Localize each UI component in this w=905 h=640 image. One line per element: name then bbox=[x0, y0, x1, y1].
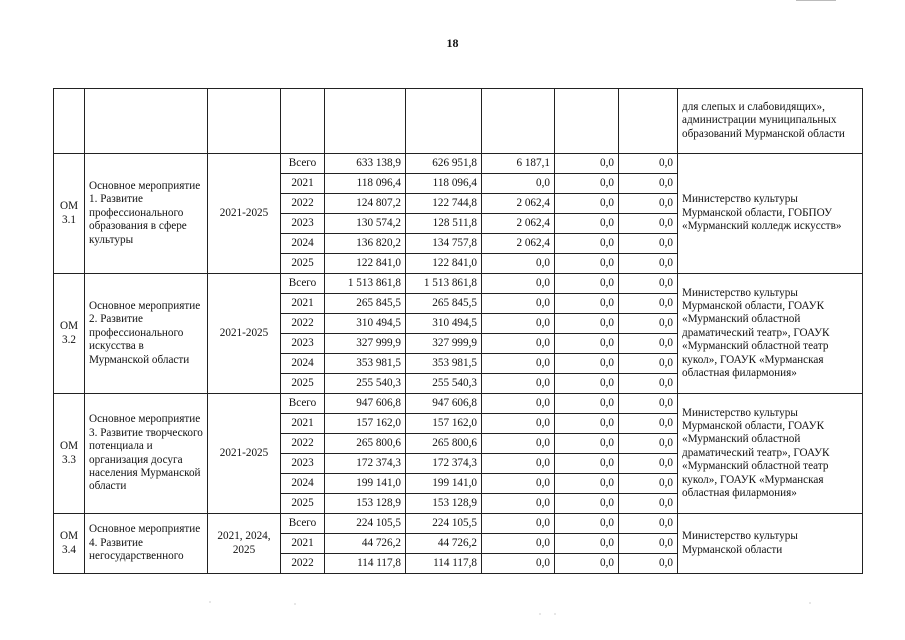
period-label: 2024 bbox=[281, 234, 325, 254]
period-label: 2021 bbox=[281, 534, 325, 554]
total-value: 265 800,6 bbox=[325, 434, 406, 454]
federal-budget-value: 0,0 bbox=[482, 514, 555, 534]
federal-budget-value: 0,0 bbox=[482, 394, 555, 414]
other-sources-value: 0,0 bbox=[619, 214, 678, 234]
empty-cell bbox=[482, 89, 555, 154]
regional-budget-value: 255 540,3 bbox=[406, 374, 482, 394]
total-value: 124 807,2 bbox=[325, 194, 406, 214]
total-value: 353 981,5 bbox=[325, 354, 406, 374]
total-value: 199 141,0 bbox=[325, 474, 406, 494]
regional-budget-value: 134 757,8 bbox=[406, 234, 482, 254]
period-label: 2022 bbox=[281, 434, 325, 454]
total-value: 122 841,0 bbox=[325, 254, 406, 274]
total-value: 157 162,0 bbox=[325, 414, 406, 434]
empty-cell bbox=[85, 89, 208, 154]
page-number: 18 bbox=[446, 36, 459, 50]
federal-budget-value: 0,0 bbox=[482, 314, 555, 334]
regional-budget-value: 310 494,5 bbox=[406, 314, 482, 334]
regional-budget-value: 157 162,0 bbox=[406, 414, 482, 434]
other-sources-value: 0,0 bbox=[619, 434, 678, 454]
empty-cell bbox=[281, 89, 325, 154]
period-label: 2021 bbox=[281, 414, 325, 434]
empty-cell bbox=[54, 89, 85, 154]
continued-executors-cell: для слепых и слабовидящих», администрации муниципальных образований Мурманской области bbox=[678, 89, 863, 154]
other-sources-value: 0,0 bbox=[619, 534, 678, 554]
local-budget-value: 0,0 bbox=[555, 554, 619, 574]
local-budget-value: 0,0 bbox=[555, 494, 619, 514]
local-budget-value: 0,0 bbox=[555, 274, 619, 294]
local-budget-value: 0,0 bbox=[555, 454, 619, 474]
local-budget-value: 0,0 bbox=[555, 174, 619, 194]
regional-budget-value: 199 141,0 bbox=[406, 474, 482, 494]
activity-years: 2021, 2024, 2025 bbox=[208, 514, 281, 574]
program-activities-table bbox=[53, 88, 863, 574]
federal-budget-value: 0,0 bbox=[482, 334, 555, 354]
period-label: 2022 bbox=[281, 194, 325, 214]
local-budget-value: 0,0 bbox=[555, 334, 619, 354]
table-row bbox=[54, 274, 863, 294]
period-label: Всего bbox=[281, 274, 325, 294]
activity-code: ОМ 3.3 bbox=[54, 394, 85, 514]
local-budget-value: 0,0 bbox=[555, 354, 619, 374]
continued-row bbox=[54, 89, 863, 154]
local-budget-value: 0,0 bbox=[555, 294, 619, 314]
regional-budget-value: 122 744,8 bbox=[406, 194, 482, 214]
period-label: 2024 bbox=[281, 354, 325, 374]
total-value: 44 726,2 bbox=[325, 534, 406, 554]
total-value: 1 513 861,8 bbox=[325, 274, 406, 294]
period-label: 2021 bbox=[281, 174, 325, 194]
local-budget-value: 0,0 bbox=[555, 234, 619, 254]
regional-budget-value: 265 800,6 bbox=[406, 434, 482, 454]
regional-budget-value: 626 951,8 bbox=[406, 154, 482, 174]
federal-budget-value: 2 062,4 bbox=[482, 194, 555, 214]
empty-cell bbox=[325, 89, 406, 154]
scan-speck bbox=[294, 603, 295, 604]
total-value: 310 494,5 bbox=[325, 314, 406, 334]
other-sources-value: 0,0 bbox=[619, 354, 678, 374]
period-label: 2025 bbox=[281, 494, 325, 514]
executors-cell: Министерство культуры Мурманской области, ГОАУК «Мурманский областной драматический театр», ГОАУК «Мурманский областной театр кукол», ГОАУК «Мурманская областная филармония» bbox=[678, 274, 863, 394]
local-budget-value: 0,0 bbox=[555, 514, 619, 534]
regional-budget-value: 327 999,9 bbox=[406, 334, 482, 354]
period-label: Всего bbox=[281, 514, 325, 534]
scan-edge-mark bbox=[796, 0, 836, 1]
local-budget-value: 0,0 bbox=[555, 414, 619, 434]
other-sources-value: 0,0 bbox=[619, 494, 678, 514]
regional-budget-value: 353 981,5 bbox=[406, 354, 482, 374]
total-value: 172 374,3 bbox=[325, 454, 406, 474]
other-sources-value: 0,0 bbox=[619, 254, 678, 274]
federal-budget-value: 0,0 bbox=[482, 474, 555, 494]
empty-cell bbox=[406, 89, 482, 154]
regional-budget-value: 122 841,0 bbox=[406, 254, 482, 274]
scan-speck bbox=[539, 613, 540, 614]
federal-budget-value: 0,0 bbox=[482, 534, 555, 554]
period-label: 2025 bbox=[281, 254, 325, 274]
local-budget-value: 0,0 bbox=[555, 154, 619, 174]
scan-speck bbox=[809, 602, 810, 603]
total-value: 327 999,9 bbox=[325, 334, 406, 354]
scan-speck bbox=[554, 613, 555, 614]
period-label: 2024 bbox=[281, 474, 325, 494]
regional-budget-value: 172 374,3 bbox=[406, 454, 482, 474]
regional-budget-value: 118 096,4 bbox=[406, 174, 482, 194]
total-value: 114 117,8 bbox=[325, 554, 406, 574]
total-value: 633 138,9 bbox=[325, 154, 406, 174]
federal-budget-value: 0,0 bbox=[482, 374, 555, 394]
federal-budget-value: 0,0 bbox=[482, 254, 555, 274]
federal-budget-value: 6 187,1 bbox=[482, 154, 555, 174]
federal-budget-value: 2 062,4 bbox=[482, 214, 555, 234]
table-row bbox=[54, 154, 863, 174]
total-value: 224 105,5 bbox=[325, 514, 406, 534]
federal-budget-value: 0,0 bbox=[482, 354, 555, 374]
local-budget-value: 0,0 bbox=[555, 194, 619, 214]
federal-budget-value: 0,0 bbox=[482, 274, 555, 294]
other-sources-value: 0,0 bbox=[619, 554, 678, 574]
local-budget-value: 0,0 bbox=[555, 474, 619, 494]
other-sources-value: 0,0 bbox=[619, 334, 678, 354]
federal-budget-value: 0,0 bbox=[482, 294, 555, 314]
period-label: Всего bbox=[281, 394, 325, 414]
regional-budget-value: 1 513 861,8 bbox=[406, 274, 482, 294]
other-sources-value: 0,0 bbox=[619, 174, 678, 194]
activity-name: Основное мероприятие 4. Развитие негосударственного bbox=[85, 514, 208, 574]
federal-budget-value: 0,0 bbox=[482, 414, 555, 434]
period-label: 2025 bbox=[281, 374, 325, 394]
other-sources-value: 0,0 bbox=[619, 474, 678, 494]
other-sources-value: 0,0 bbox=[619, 414, 678, 434]
scan-speck bbox=[209, 601, 210, 602]
other-sources-value: 0,0 bbox=[619, 314, 678, 334]
other-sources-value: 0,0 bbox=[619, 454, 678, 474]
total-value: 255 540,3 bbox=[325, 374, 406, 394]
regional-budget-value: 128 511,8 bbox=[406, 214, 482, 234]
period-label: 2022 bbox=[281, 314, 325, 334]
total-value: 265 845,5 bbox=[325, 294, 406, 314]
table-row bbox=[54, 514, 863, 534]
activity-code: ОМ 3.2 bbox=[54, 274, 85, 394]
empty-cell bbox=[555, 89, 619, 154]
executors-cell: Министерство культуры Мурманской области, ГОАУК «Мурманский областной драматический театр», ГОАУК «Мурманский областной театр кукол», ГОАУК «Мурманская областная филармония» bbox=[678, 394, 863, 514]
period-label: Всего bbox=[281, 154, 325, 174]
total-value: 947 606,8 bbox=[325, 394, 406, 414]
total-value: 130 574,2 bbox=[325, 214, 406, 234]
regional-budget-value: 114 117,8 bbox=[406, 554, 482, 574]
scan-noise bbox=[200, 600, 840, 620]
federal-budget-value: 0,0 bbox=[482, 454, 555, 474]
regional-budget-value: 265 845,5 bbox=[406, 294, 482, 314]
local-budget-value: 0,0 bbox=[555, 394, 619, 414]
federal-budget-value: 0,0 bbox=[482, 434, 555, 454]
activity-code: ОМ 3.4 bbox=[54, 514, 85, 574]
activity-years: 2021-2025 bbox=[208, 394, 281, 514]
regional-budget-value: 44 726,2 bbox=[406, 534, 482, 554]
other-sources-value: 0,0 bbox=[619, 394, 678, 414]
period-label: 2022 bbox=[281, 554, 325, 574]
regional-budget-value: 947 606,8 bbox=[406, 394, 482, 414]
other-sources-value: 0,0 bbox=[619, 154, 678, 174]
total-value: 136 820,2 bbox=[325, 234, 406, 254]
local-budget-value: 0,0 bbox=[555, 534, 619, 554]
federal-budget-value: 0,0 bbox=[482, 174, 555, 194]
activity-code: ОМ 3.1 bbox=[54, 154, 85, 274]
regional-budget-value: 153 128,9 bbox=[406, 494, 482, 514]
period-label: 2023 bbox=[281, 454, 325, 474]
local-budget-value: 0,0 bbox=[555, 214, 619, 234]
other-sources-value: 0,0 bbox=[619, 274, 678, 294]
local-budget-value: 0,0 bbox=[555, 374, 619, 394]
other-sources-value: 0,0 bbox=[619, 294, 678, 314]
table-body bbox=[54, 89, 863, 574]
empty-cell bbox=[619, 89, 678, 154]
federal-budget-value: 0,0 bbox=[482, 554, 555, 574]
activity-name: Основное мероприятие 1. Развитие профессионального образования в сфере культуры bbox=[85, 154, 208, 274]
period-label: 2021 bbox=[281, 294, 325, 314]
federal-budget-value: 0,0 bbox=[482, 494, 555, 514]
total-value: 118 096,4 bbox=[325, 174, 406, 194]
other-sources-value: 0,0 bbox=[619, 234, 678, 254]
total-value: 153 128,9 bbox=[325, 494, 406, 514]
local-budget-value: 0,0 bbox=[555, 314, 619, 334]
empty-cell bbox=[208, 89, 281, 154]
period-label: 2023 bbox=[281, 334, 325, 354]
activity-years: 2021-2025 bbox=[208, 274, 281, 394]
local-budget-value: 0,0 bbox=[555, 434, 619, 454]
other-sources-value: 0,0 bbox=[619, 514, 678, 534]
activity-years: 2021-2025 bbox=[208, 154, 281, 274]
other-sources-value: 0,0 bbox=[619, 374, 678, 394]
activity-name: Основное мероприятие 3. Развитие творческого потенциала и организация досуга населения Мурманской области bbox=[85, 394, 208, 514]
regional-budget-value: 224 105,5 bbox=[406, 514, 482, 534]
local-budget-value: 0,0 bbox=[555, 254, 619, 274]
period-label: 2023 bbox=[281, 214, 325, 234]
executors-cell: Министерство культуры Мурманской области bbox=[678, 514, 863, 574]
federal-budget-value: 2 062,4 bbox=[482, 234, 555, 254]
table-row bbox=[54, 394, 863, 414]
other-sources-value: 0,0 bbox=[619, 194, 678, 214]
executors-cell: Министерство культуры Мурманской области, ГОБПОУ «Мурманский колледж искусств» bbox=[678, 154, 863, 274]
activity-name: Основное мероприятие 2. Развитие профессионального искусства в Мурманской области bbox=[85, 274, 208, 394]
